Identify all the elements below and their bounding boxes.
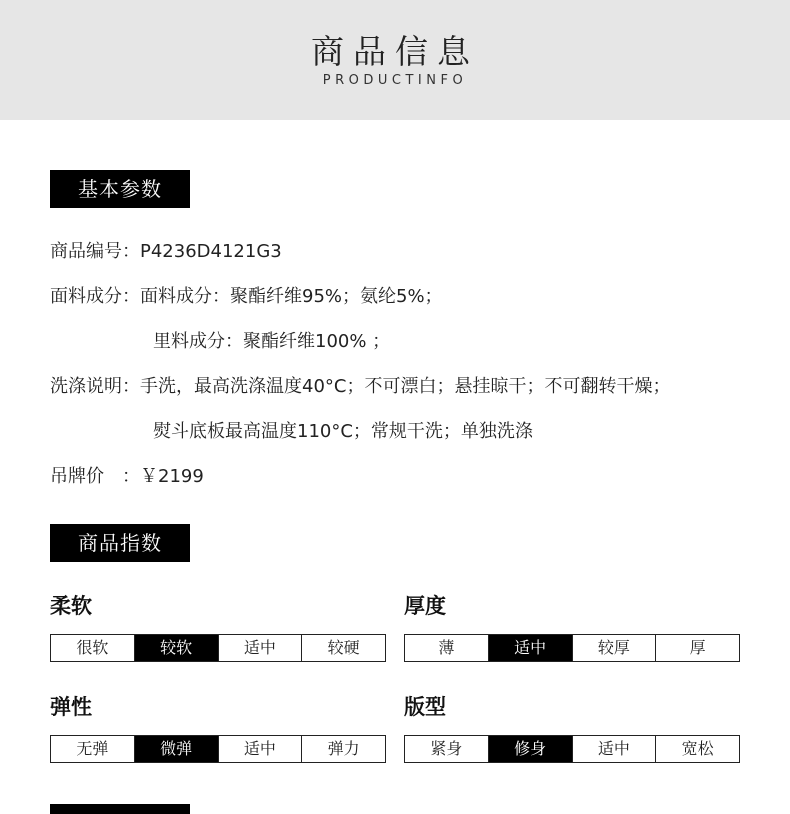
thickness-option: 较厚	[573, 635, 657, 661]
fit-option: 适中	[573, 736, 657, 762]
fit-scale	[404, 735, 740, 763]
fit-title: 版型	[404, 695, 446, 719]
wash-line-2: 熨斗底板最高温度110°C；常规干洗；单独洗涤	[153, 421, 533, 442]
wash-label: 洗涤说明：	[50, 376, 140, 397]
fit-option: 紧身	[405, 736, 489, 762]
tag-price-value: ￥2199	[140, 466, 204, 487]
wash-line-1: 手洗，最高洗涤温度40°C；不可漂白；悬挂晾干；不可翻转干燥；	[140, 376, 671, 397]
elasticity-title: 弹性	[50, 695, 92, 719]
thickness-scale	[404, 634, 740, 662]
wash-row	[50, 372, 670, 398]
tag-price-label: 吊牌价 ：	[50, 466, 140, 487]
elasticity-option: 无弹	[51, 736, 135, 762]
elasticity-scale	[50, 735, 386, 763]
fit-option: 宽松	[681, 739, 714, 758]
tag-price-row	[50, 462, 204, 488]
softness-option: 适中	[219, 635, 303, 661]
softness-option: 很软	[51, 635, 135, 661]
next-section-heading	[50, 804, 190, 814]
basic-params-heading: 基本参数	[50, 170, 190, 208]
thickness-option: 适中	[489, 635, 573, 661]
softness-title: 柔软	[50, 594, 92, 618]
fabric-row	[50, 282, 443, 308]
fabric-label: 面料成分：	[50, 286, 140, 307]
softness-scale	[50, 634, 386, 662]
product-number-value: P4236D4121G3	[140, 241, 282, 262]
product-index-heading: 商品指数	[50, 524, 190, 562]
page-header	[0, 0, 790, 120]
elasticity-option: 弹力	[327, 739, 360, 758]
product-number-label: 商品编号：	[50, 241, 140, 262]
thickness-title: 厚度	[404, 594, 446, 618]
thickness-option: 厚	[689, 638, 706, 657]
elasticity-option: 微弹	[135, 736, 219, 762]
softness-option: 较硬	[327, 638, 360, 657]
fit-option: 修身	[489, 736, 573, 762]
thickness-option: 薄	[405, 635, 489, 661]
lining-row: 里料成分：聚酯纤维100% ；	[153, 331, 391, 352]
fabric-line-1: 面料成分：聚酯纤维95%；氨纶5%；	[140, 286, 443, 307]
page-subtitle: PRODUCTINFO	[322, 73, 468, 88]
elasticity-option: 适中	[219, 736, 303, 762]
softness-option: 较软	[135, 635, 219, 661]
product-number-row	[50, 237, 282, 263]
page-title: 商品信息	[311, 32, 479, 71]
